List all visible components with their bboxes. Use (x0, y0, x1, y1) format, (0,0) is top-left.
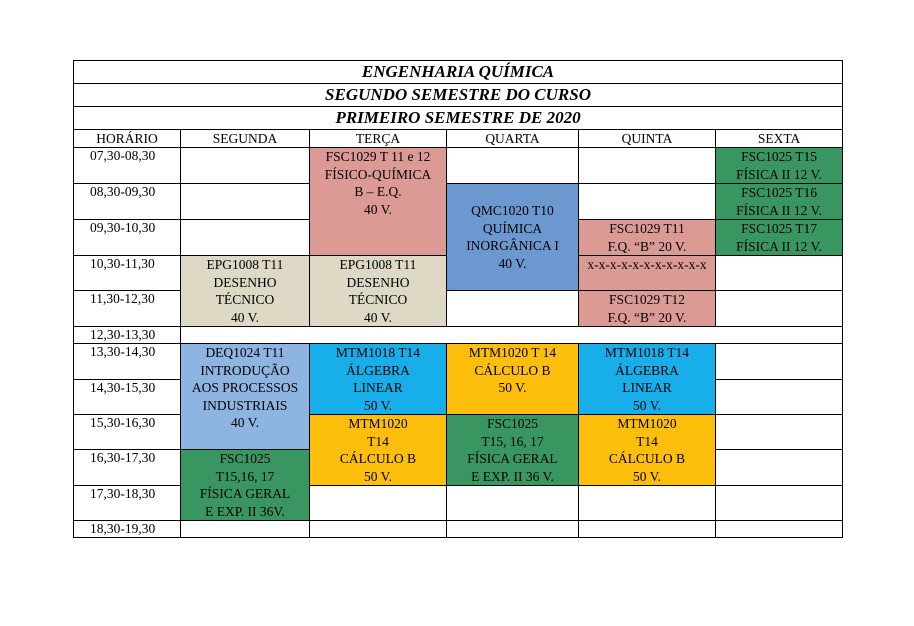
class-line: LINEAR (353, 380, 403, 395)
empty-cell (447, 291, 579, 327)
empty-cell (716, 379, 843, 415)
class-sex-fsc1025-t15 (716, 148, 843, 184)
class-line: FSC1025 (486, 416, 539, 431)
class-line: x-x-x-x-x-x-x-x-x-x-x (587, 257, 707, 272)
class-line: CÁLCULO B (474, 362, 551, 378)
time-slot: 17,30-18,30 (74, 486, 181, 521)
class-line: 40 V. (230, 309, 259, 325)
class-line: FSC1029 T 11 e 12 (325, 149, 431, 164)
empty-cell (447, 148, 579, 184)
class-ter-mtm1020 (310, 415, 447, 486)
class-line: EPG1008 T11 (206, 257, 284, 272)
class-qua-mtm1020 (447, 344, 579, 415)
time-slot: 12,30-13,30 (74, 327, 181, 344)
class-line: FÍSICA II 12 V. (736, 202, 822, 218)
empty-cell (181, 184, 310, 220)
class-line: CÁLCULO B (339, 451, 417, 466)
class-line: MTM1020 T 14 (468, 345, 557, 360)
class-line: FÍSICA GERAL (199, 486, 291, 501)
class-line: FSC1025 (219, 451, 271, 466)
class-ter-fsc1029 (310, 148, 447, 256)
class-line: MTM1020 (348, 416, 408, 431)
class-line: E EXP. II 36 V. (471, 468, 554, 484)
class-line: LINEAR (622, 380, 672, 395)
class-line: 40 V. (498, 255, 527, 271)
class-line: 50 V. (363, 397, 392, 413)
class-line: CÁLCULO B (608, 451, 686, 466)
header-segunda: SEGUNDA (181, 130, 310, 148)
empty-cell (716, 486, 843, 521)
time-slot: 18,30-19,30 (74, 521, 181, 538)
class-line: MTM1018 T14 (604, 345, 690, 360)
class-line: B – E.Q. (354, 184, 402, 199)
class-seg-fsc1025 (181, 450, 310, 521)
time-slot: 07,30-08,30 (74, 148, 181, 184)
header-horario: HORÁRIO (74, 130, 181, 148)
class-sex-fsc1025-t16 (716, 184, 843, 220)
empty-cell (716, 291, 843, 327)
class-ter-mtm1018 (310, 344, 447, 415)
empty-cell (716, 450, 843, 486)
empty-cell (447, 521, 579, 538)
empty-cell (579, 486, 716, 521)
class-line: DESENHO (213, 274, 277, 290)
empty-cell (447, 486, 579, 521)
class-line: QUÍMICA (482, 220, 543, 236)
class-line: F.Q. “B” 20 V. (607, 238, 687, 254)
class-line: 40 V. (363, 309, 392, 325)
class-line: 40 V. (230, 415, 259, 430)
time-slot: 13,30-14,30 (74, 344, 181, 380)
schedule-table (73, 60, 843, 538)
class-qua-qmc1020 (447, 184, 579, 291)
class-line: E EXP. II 36V. (205, 503, 285, 519)
class-line: ÁLGEBRA (615, 362, 679, 378)
class-line: ÁLGEBRA (346, 362, 410, 378)
class-line: AOS PROCESSOS (191, 380, 299, 395)
class-line: FÍSICA II 12 V. (736, 238, 822, 254)
class-line: DEQ1024 T11 (205, 345, 285, 360)
class-line: FÍSICA GERAL (467, 451, 558, 466)
class-line: EPG1008 T11 (339, 257, 417, 272)
time-slot: 15,30-16,30 (74, 415, 181, 450)
class-line: FSC1025 T15 (741, 149, 817, 164)
empty-cell (310, 486, 447, 521)
header-terca: TERÇA (310, 130, 447, 148)
class-sex-fsc1025-t17 (716, 220, 843, 256)
class-line: MTM1018 T14 (335, 345, 421, 360)
empty-cell (181, 148, 310, 184)
empty-cell (716, 415, 843, 450)
empty-cell (310, 521, 447, 538)
class-qui-mtm1020 (579, 415, 716, 486)
class-line: INTRODUÇÃO (200, 362, 290, 378)
class-line: FSC1029 T11 (609, 221, 685, 236)
class-line: FSC1025 T17 (741, 221, 817, 236)
class-line: MTM1020 (617, 416, 677, 431)
empty-cell (579, 148, 716, 184)
class-line: T15,16, 17 (215, 468, 275, 484)
time-slot: 09,30-10,30 (74, 220, 181, 256)
class-line: FÍSICO-QUÍMICA (324, 166, 432, 182)
class-line: 40 V. (363, 201, 392, 217)
class-qui-placeholder (579, 256, 716, 291)
empty-cell (181, 521, 310, 538)
time-slot: 08,30-09,30 (74, 184, 181, 220)
empty-cell (579, 184, 716, 220)
class-line: INDUSTRIAIS (202, 397, 288, 413)
class-ter-epg1008 (310, 256, 447, 327)
class-line: 50 V. (363, 468, 392, 484)
class-line: QMC1020 T10 (471, 203, 554, 218)
empty-cell (716, 344, 843, 380)
class-line: F.Q. “B” 20 V. (607, 309, 687, 325)
class-line: TÉCNICO (215, 292, 275, 307)
class-line: 50 V. (498, 380, 527, 395)
class-line: T14 (636, 433, 658, 449)
class-line: INORGÂNICA I (466, 238, 559, 253)
empty-cell (716, 521, 843, 538)
class-line: FSC1025 T16 (741, 185, 817, 200)
course-semester: SEGUNDO SEMESTRE DO CURSO (74, 84, 843, 107)
class-qui-fsc1029-t12 (579, 291, 716, 327)
header-quinta: QUINTA (579, 130, 716, 148)
empty-cell (716, 256, 843, 291)
time-slot: 16,30-17,30 (74, 450, 181, 486)
year-semester: PRIMEIRO SEMESTRE DE 2020 (74, 107, 843, 130)
class-line: 50 V. (632, 397, 661, 413)
class-line: 50 V. (632, 468, 661, 484)
header-sexta: SEXTA (716, 130, 843, 148)
class-line: T15, 16, 17 (481, 433, 544, 449)
class-qui-fsc1029-t11 (579, 220, 716, 256)
class-qua-fsc1025 (447, 415, 579, 486)
empty-cell (181, 220, 310, 256)
time-slot: 14,30-15,30 (74, 379, 181, 415)
class-line: TÉCNICO (348, 292, 408, 307)
time-slot: 11,30-12,30 (74, 291, 181, 327)
class-line: FÍSICA II 12 V. (736, 166, 822, 182)
class-line: FSC1029 T12 (609, 292, 685, 307)
lunch-break (181, 327, 843, 344)
class-line: T14 (367, 433, 389, 449)
class-line: DESENHO (346, 274, 410, 290)
class-seg-epg1008 (181, 256, 310, 327)
class-seg-deq1024 (181, 344, 310, 450)
empty-cell (579, 521, 716, 538)
class-qui-mtm1018 (579, 344, 716, 415)
time-slot: 10,30-11,30 (74, 256, 181, 291)
header-quarta: QUARTA (447, 130, 579, 148)
course-title: ENGENHARIA QUÍMICA (74, 61, 843, 84)
